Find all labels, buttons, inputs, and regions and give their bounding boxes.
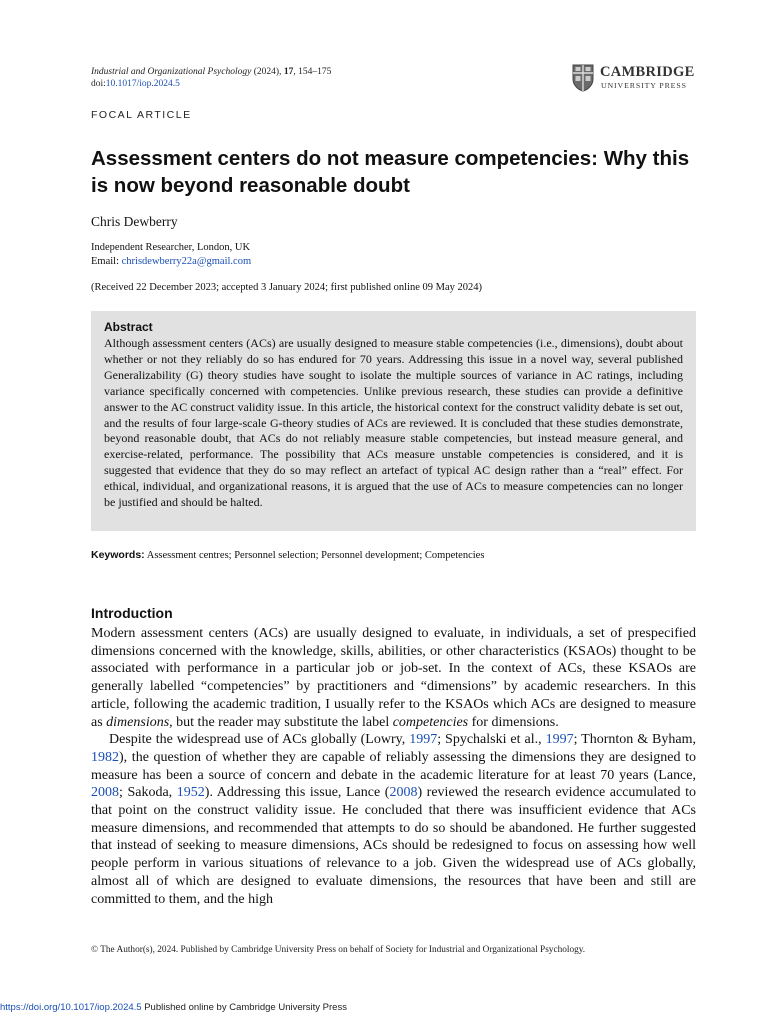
copyright-notice: © The Author(s), 2024. Published by Cambridge University Press on behalf of Society for Industrial and Organizational Psychology. (91, 945, 586, 955)
article-type: FOCAL ARTICLE (91, 109, 192, 121)
paragraph-1 (91, 625, 696, 731)
keywords (91, 549, 484, 561)
paragraph-2 (91, 731, 696, 908)
text-run: ), the question of whether they are capable of reliably assessing the dimensions they are designed to measure has been a source of concern and debate in the academic literature for at least 70 years (Lance, (91, 749, 696, 783)
text-run: for dimensions. (468, 714, 559, 730)
author-name: Chris Dewberry (91, 214, 178, 229)
article-title: Assessment centers do not measure competencies: Why this is now beyond reasonable doubt (91, 147, 690, 197)
keywords-label: Keywords: (91, 549, 145, 561)
emphasis-dimensions: dimensions (106, 714, 170, 730)
doi-line (91, 78, 331, 90)
text-run: Modern assessment centers (ACs) are usually designed to evaluate, in individuals, a set of prespecified dimensions concerned with the knowledge, skills, abilities, or other characteristics (KSAOs) thought to be associated with performance in a particular job or job-set. In the context of ACs, these KSAOs are generally labelled “competencies” by practitioners and “dimensions” by academic researchers. In this article, following the academic tradition, I usually refer to the KSAOs which ACs are designed to measure as (91, 626, 696, 730)
cambridge-logo (572, 64, 698, 94)
journal-citation (91, 66, 331, 90)
shield-icon (572, 64, 594, 92)
citation-link[interactable]: 1997 (545, 732, 574, 748)
citation-link[interactable]: 1997 (409, 732, 438, 748)
doi-label: doi: (91, 79, 106, 89)
abstract-text: Although assessment centers (ACs) are usually designed to measure stable competencies (i.e., dimensions), doubt about whether or not they reliably do so has endured for 70 years. Addressing this issue in a novel way, several published Generalizability (G) theory studies have sought to isolate the multiple sources of variance in AC ratings, including variance specifically concerned with competencies. Unlike previous research, these studies can provide a definitive answer to the AC construct validity issue. In this article, the historical context for the construct validity debate is set out, and the results of four large-scale G-theory studies of ACs are reviewed. It is concluded that these studies demonstrate, beyond reasonable doubt, that ACs do not reliably measure stable competencies, but instead measure general, and exercise-related, performance. The possibility that ACs measure unstable competencies is considered, and it is suggested that evidence that they do so may reflect an artefact of typical AC design rather than a “real” effect. For ethical, individual, and organizational reasons, it is argued that the use of ACs to measure competencies can no longer be justified and should be halted. (104, 336, 683, 510)
journal-year: (2024), (253, 67, 282, 77)
email-link[interactable]: chrisdewberry22a@gmail.com (121, 255, 252, 267)
citation-link[interactable]: 1952 (176, 785, 205, 801)
citation-link[interactable]: 1982 (91, 749, 119, 765)
footer-published: Published online by Cambridge University Press (141, 1002, 347, 1013)
doi-link[interactable]: 10.1017/iop.2024.5 (105, 79, 180, 89)
abstract-box (91, 311, 696, 531)
affiliation: Independent Researcher, London, UK (91, 242, 251, 253)
section-heading-introduction: Introduction (91, 605, 173, 621)
keywords-list: Assessment centres; Personnel selection; Personnel development; Competencies (144, 550, 485, 561)
emphasis-competencies: competencies (392, 714, 469, 730)
citation-link[interactable]: 2008 (91, 785, 119, 801)
journal-name: Industrial and Organizational Psychology (91, 67, 252, 77)
journal-volume: 17 (283, 67, 294, 77)
body-text (91, 625, 696, 908)
author-affiliation-block (91, 241, 251, 268)
text-run: ; Sakoda, (119, 785, 177, 801)
publisher-name: CAMBRIDGE (600, 64, 695, 80)
email-line (91, 255, 251, 269)
email-label: Email: (91, 255, 122, 267)
citation-link[interactable]: 2008 (389, 785, 418, 801)
text-run: ; Thornton & Byham, (573, 732, 697, 748)
text-run: ). Addressing this issue, Lance ( (204, 785, 390, 801)
text-run: ) reviewed the research evidence accumulated to that point on the construct validity issue. He concluded that there was insufficient evidence that ACs measure dimensions, and recommended that attempts to do so should be abandoned. He further suggested that instead of seeking to measure dimensions, ACs should be redesigned to focus on assessing how well people perform in various situations of relevance to a job. Given the widespread use of ACs globally, almost all of which are designed to evaluate dimensions, the resources that have been and still are committed to them, and the high (91, 785, 696, 907)
publisher-subname: UNIVERSITY PRESS (601, 81, 687, 90)
footer-doi-link[interactable]: https://doi.org/10.1017/iop.2024.5 (0, 1002, 142, 1013)
text-run: , but the reader may substitute the label (169, 714, 393, 730)
publication-dates: (Received 22 December 2023; accepted 3 January 2024; first published online 09 May 2024) (91, 282, 483, 293)
footer (0, 1002, 347, 1013)
journal-pages: , 154–175 (293, 67, 332, 77)
text-run: Despite the widespread use of ACs globally (Lowry, (109, 732, 410, 748)
abstract-heading: Abstract (104, 320, 153, 334)
text-run: ; Spychalski et al., (437, 732, 546, 748)
journal-citation-line (91, 66, 331, 78)
